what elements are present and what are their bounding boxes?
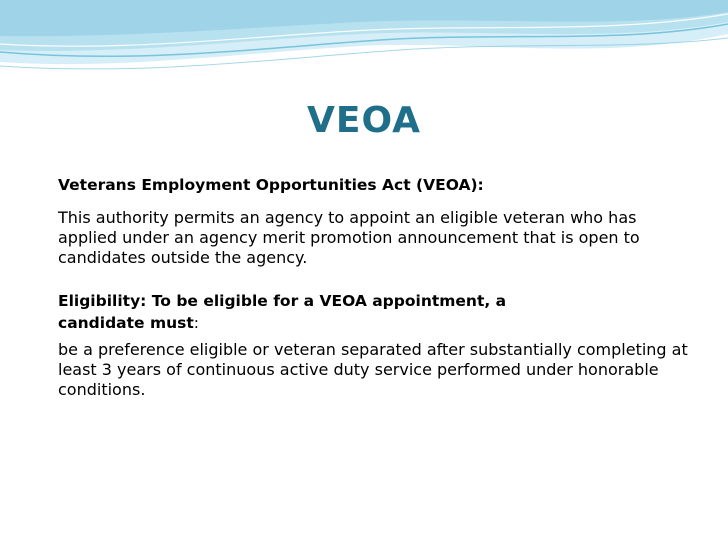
- decorative-wave-banner: [0, 0, 728, 90]
- eligibility-heading-colon: :: [193, 314, 200, 332]
- eligibility-heading-bold-text: candidate must: [58, 314, 194, 332]
- eligibility-heading-line2: [58, 312, 688, 334]
- spacer: [58, 268, 688, 290]
- eligibility-paragraph: be a preference eligible or veteran separated after substantially completing at least 3 years of continuous active duty service performed under honorable conditions.: [58, 340, 688, 399]
- section-heading: Veterans Employment Opportunities Act (VEOA):: [58, 176, 484, 194]
- slide-body: [58, 176, 688, 400]
- authority-paragraph: This authority permits an agency to appoint an eligible veteran who has applied under an agency merit promotion announcement that is open to candidates outside the agency.: [58, 208, 640, 267]
- slide-title: VEOA: [307, 100, 421, 141]
- eligibility-heading-line1: Eligibility: To be eligible for a VEOA appointment, a: [58, 292, 507, 310]
